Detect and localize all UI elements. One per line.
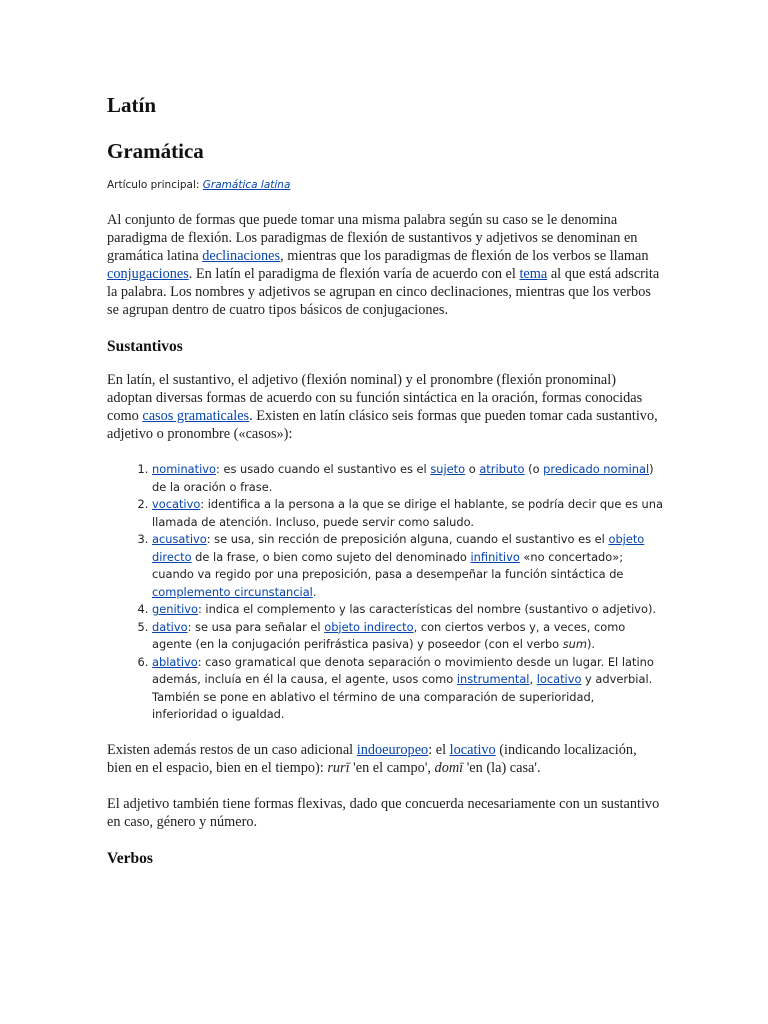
- list-item-ablativo: [152, 654, 663, 724]
- cases-list: [107, 461, 663, 724]
- link-dativo[interactable]: dativo: [152, 619, 188, 634]
- item-text: de la frase, o bien como sujeto del denominado: [191, 549, 471, 564]
- main-article-note: [107, 178, 663, 192]
- link-atributo[interactable]: atributo: [479, 462, 525, 476]
- item-text: : es usado cuando el sustantivo es el: [216, 462, 431, 476]
- item-text: ) de la oración o frase.: [152, 462, 654, 494]
- intro-text: , mientras que los paradigmas de flexión de los verbos se llaman: [280, 248, 649, 264]
- link-casos-gramaticales[interactable]: casos gramaticales: [142, 408, 250, 424]
- link-acusativo[interactable]: acusativo: [152, 532, 207, 546]
- intro-text: al que está adscrita la palabra. Los nombres y adjetivos se agrupan en cinco declinaciones, mientras que los verbos se agrupan dentro de cuatro tipos básicos de conjugaciones.: [107, 266, 660, 318]
- link-nominativo[interactable]: nominativo: [152, 462, 216, 476]
- paragraph-text: En latín, el sustantivo, el adjetivo (flexión nominal) y el pronombre (flexión pronominal) adoptan diversas formas de acuerdo con su función sintáctica en la oración, formas conocidas como: [107, 372, 643, 424]
- link-tema[interactable]: tema: [519, 266, 548, 282]
- list-item-dativo: [152, 619, 663, 654]
- document-body: [107, 92, 663, 869]
- list-item-acusativo: [152, 531, 663, 601]
- link-declinaciones[interactable]: declinaciones: [202, 248, 281, 264]
- item-text: o: [465, 462, 480, 476]
- item-text: y adverbial. También se pone en ablativo el término de una comparación de superioridad, inferioridad o igualdad.: [152, 672, 653, 721]
- heading-verbos: Verbos: [107, 849, 153, 867]
- link-predicado-nominal[interactable]: predicado nominal: [543, 462, 650, 476]
- item-text: .: [312, 584, 317, 599]
- list-item-nominativo: [152, 461, 663, 496]
- locativo-paragraph: [107, 741, 663, 777]
- italic-domi: domī: [434, 759, 464, 776]
- link-locativo[interactable]: locativo: [536, 672, 582, 686]
- item-text: ,: [529, 672, 537, 686]
- paragraph-text: . Existen en latín clásico seis formas que pueden tomar cada sustantivo, adjetivo o pronombre («casos»):: [107, 408, 658, 442]
- paragraph-text: Existen además restos de un caso adicional: [107, 741, 357, 758]
- list-item-genitivo: [152, 601, 663, 619]
- italic-ruri: rurī: [327, 759, 350, 776]
- section-title-gramatica: Gramática: [107, 139, 204, 163]
- item-text: ).: [586, 637, 596, 651]
- item-text: : se usa, sin rección de preposición alguna, cuando el sustantivo es el: [206, 532, 609, 546]
- item-text: (o: [524, 462, 544, 476]
- adjetivo-paragraph: El adjetivo también tiene formas flexivas, dado que concuerda necesariamente con un sustantivo en caso, género y número.: [107, 795, 660, 830]
- item-text: : se usa para señalar el: [187, 619, 325, 634]
- paragraph-text: 'en el campo',: [349, 759, 435, 776]
- paragraph-text: 'en (la) casa'.: [463, 759, 541, 776]
- link-indoeuropeo[interactable]: indoeuropeo: [356, 741, 429, 758]
- intro-text: . En latín el paradigma de flexión varía de acuerdo con el: [188, 266, 520, 282]
- item-text: , con ciertos verbos y, a veces, como agente (en la conjugación perifrástica pasiva) y poseedor (con el verbo: [152, 619, 626, 651]
- item-text: : caso gramatical que denota separación o movimiento desde un lugar. El latino además, incluía en él la causa, el agente, usos como: [152, 654, 654, 686]
- link-sujeto[interactable]: sujeto: [430, 462, 466, 476]
- main-article-label: Artículo principal:: [107, 179, 203, 191]
- link-objeto-indirecto[interactable]: objeto indirecto: [324, 619, 414, 634]
- link-objeto-directo[interactable]: objeto directo: [152, 532, 645, 564]
- heading-sustantivos: Sustantivos: [107, 338, 183, 355]
- link-genitivo[interactable]: genitivo: [152, 602, 198, 616]
- link-conjugaciones[interactable]: conjugaciones: [107, 266, 189, 282]
- paragraph-text: (indicando localización, bien en el espacio, bien en el tiempo):: [107, 741, 637, 776]
- item-text: «no concertado»; cuando va regido por una preposición, pasa a desempeñar la función sintáctica de: [152, 549, 624, 581]
- item-text: : indica el complemento y las características del nombre (sustantivo o adjetivo).: [197, 602, 657, 616]
- item-text: : identifica a la persona a la que se dirige el hablante, se podría decir que es una llamada de atención. Incluso, puede servir como saludo.: [152, 497, 663, 529]
- link-infinitivo[interactable]: infinitivo: [470, 549, 520, 564]
- link-locativo-2[interactable]: locativo: [449, 741, 496, 758]
- link-complemento-circunstancial[interactable]: complemento circunstancial: [152, 584, 313, 599]
- italic-sum: sum: [562, 637, 587, 651]
- intro-paragraph: [107, 211, 663, 319]
- sustantivos-paragraph: [107, 371, 663, 443]
- paragraph-text: : el: [428, 741, 450, 758]
- link-ablativo[interactable]: ablativo: [152, 654, 198, 669]
- page-title: Latín: [107, 93, 157, 117]
- intro-text: Al conjunto de formas que puede tomar una misma palabra según su caso se le denomina paradigma de flexión. Los paradigmas de flexión de sustantivos y adjetivos se denominan en gramática latina: [107, 212, 638, 264]
- list-item-vocativo: [152, 496, 663, 531]
- link-instrumental[interactable]: instrumental: [456, 672, 530, 686]
- link-vocativo[interactable]: vocativo: [152, 497, 201, 511]
- link-gramatica-latina[interactable]: Gramática latina: [202, 179, 291, 191]
